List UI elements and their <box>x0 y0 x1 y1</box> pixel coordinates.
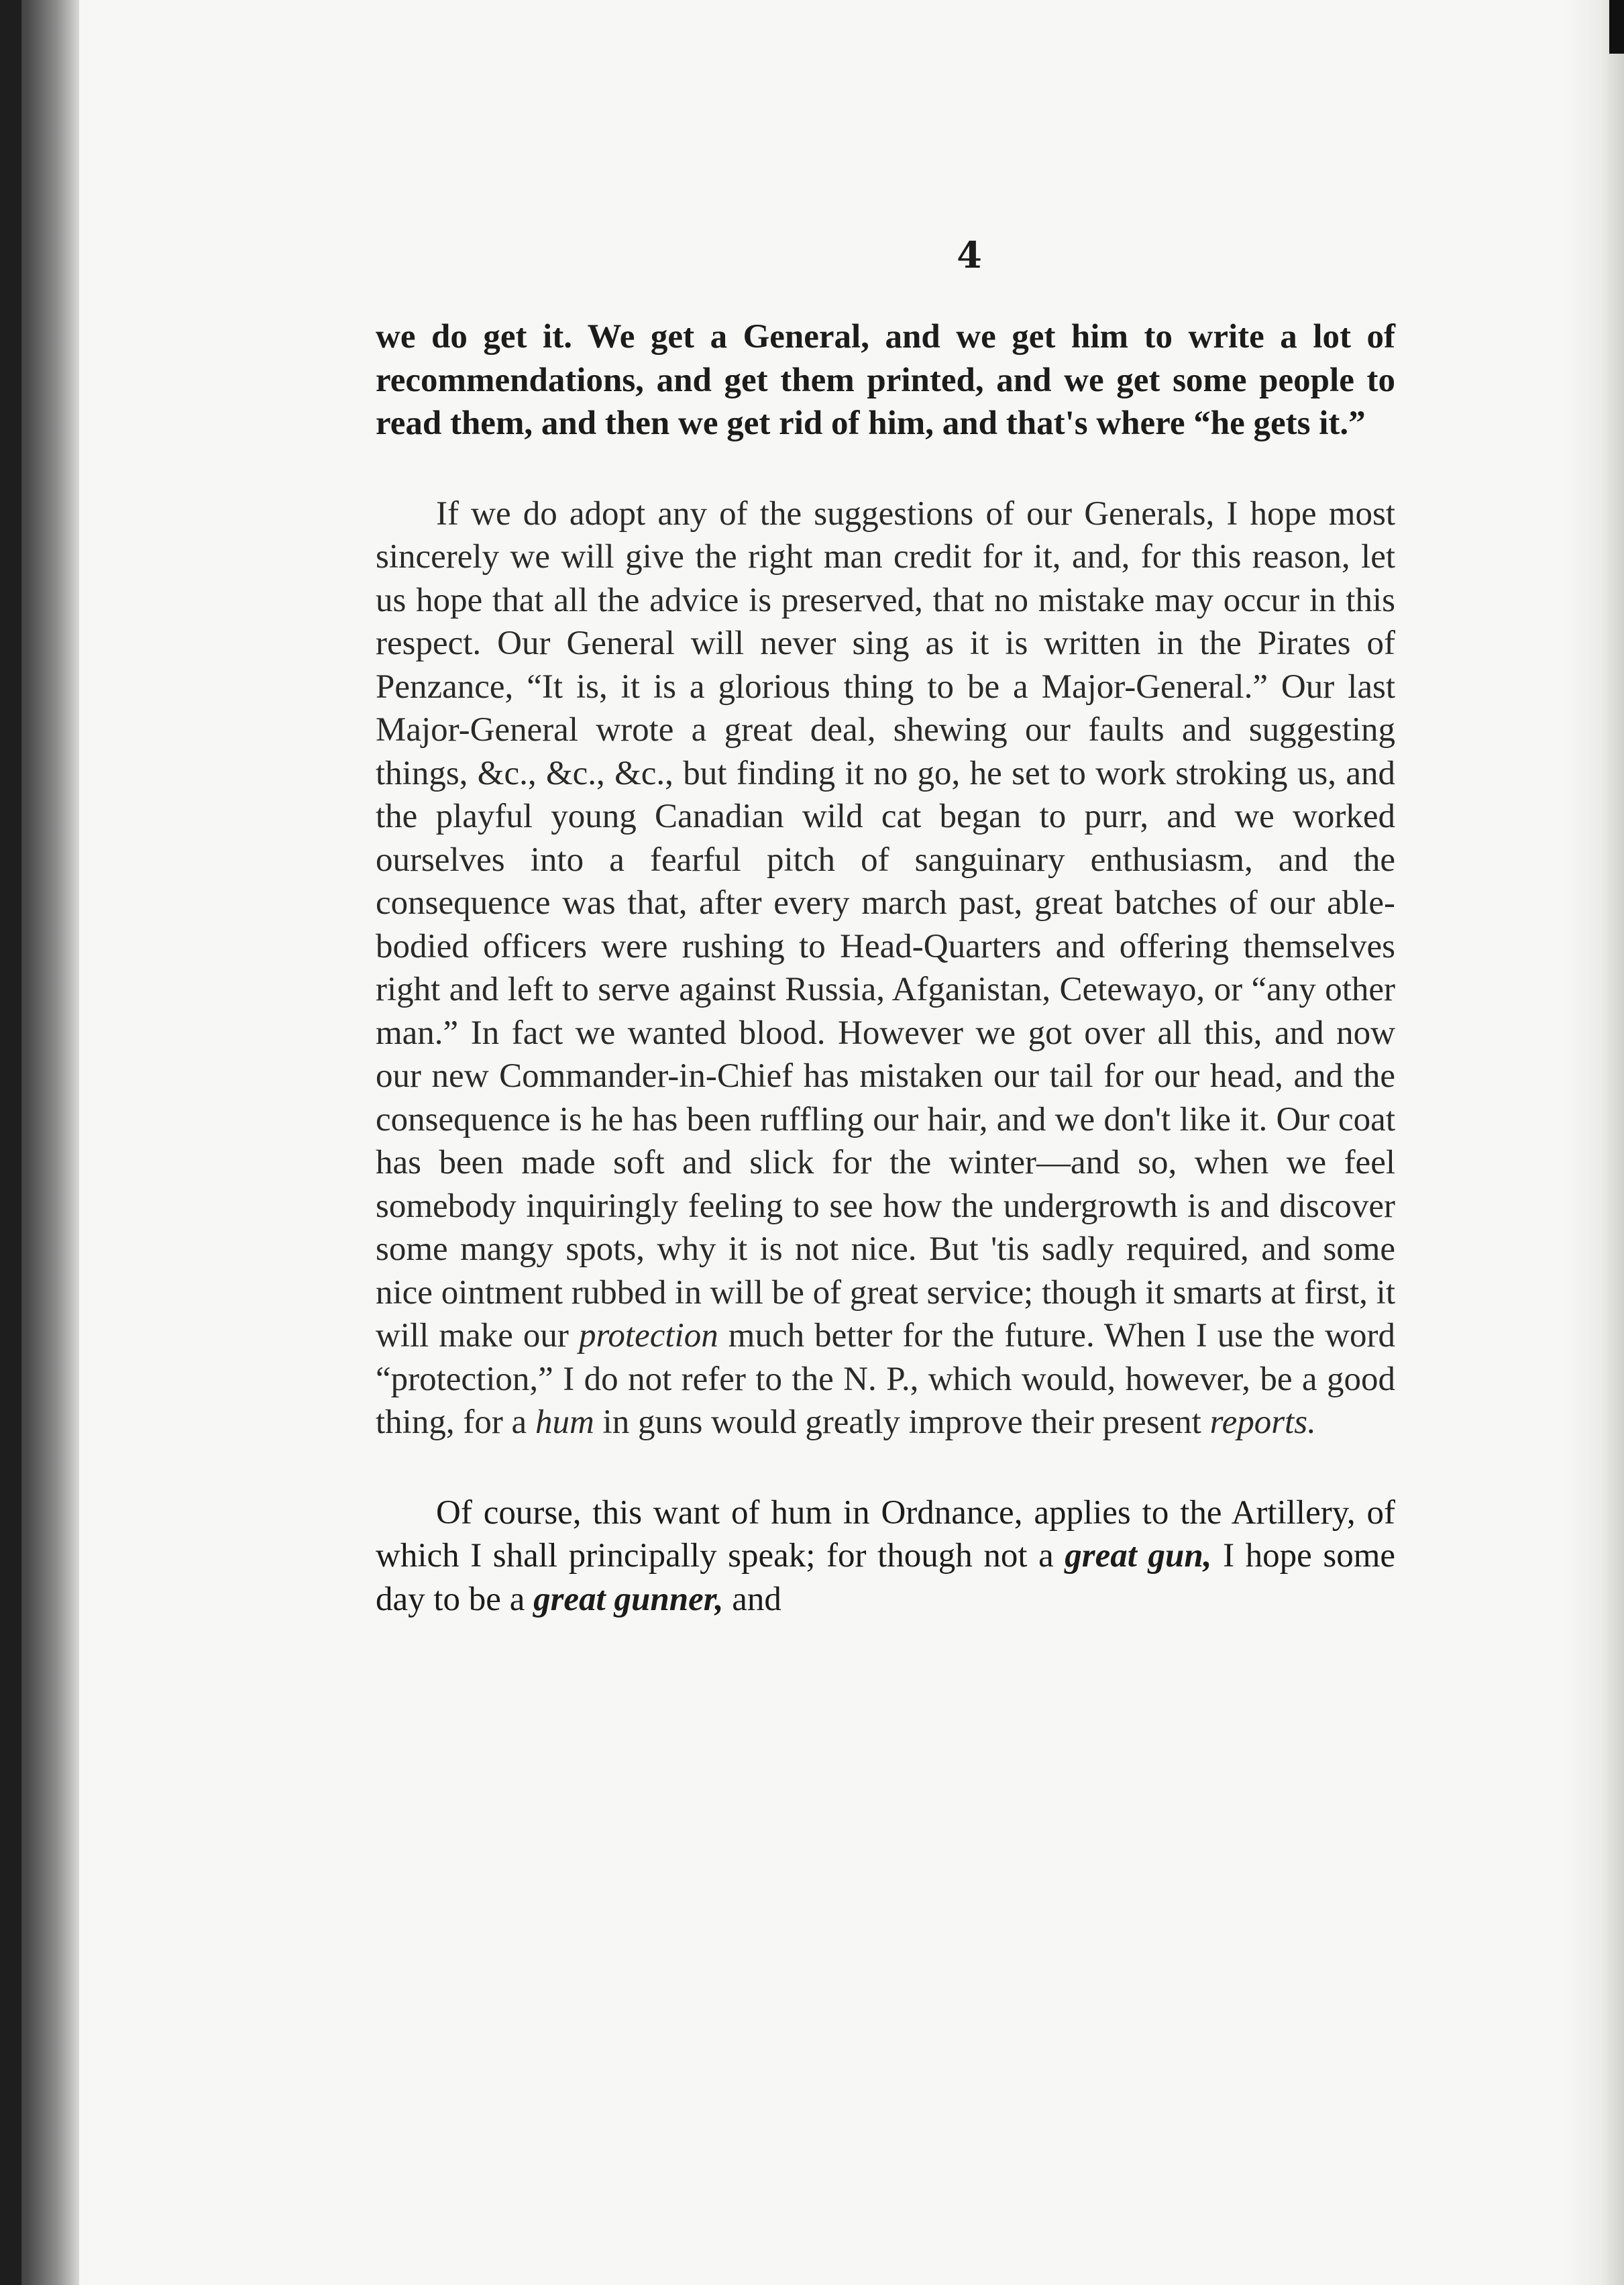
paragraph-2-segment: If we do adopt any of the suggestions of our Generals, I hope most sincerely we will give the right man credit for it, and, for this reason, let us hope that all the advice is preserved, that no mistake may occur in this respect. Our General will never sing as it is written in the Pirates of Penzance, “It is, it is a glorious thing to be a Major-General.” Our last Major-General wrote a great deal, shewing our faults and suggesting things, &c., &c., &c., but finding it no go, he set to work stroking us, and the playful young Canadian wild cat began to purr, and we worked ourselves into a fearful pitch of sanguinary enthusiasm, and the consequence was that, after every march past, great batches of our able-bodied officers were rushing to Head-Quarters and offering themselves right and left to serve against Russia, Afganistan, Cetewayo, or “any other man.” In fact we wanted blood. However we got over all this, and now our new Commander-in-Chief has mistaken our tail for our head, and the consequence is he has been ruffling our hair, and we don't like it. Our coat has been made soft and slick for the winter—and so, when we feel somebody inquiringly feeling to see how the undergrowth is and discover some mangy spots, why it is not nice. But 'tis sadly required, and some nice ointment rubbed in will be of great service; though it smarts at first, it will make our <box>376 494 1395 1354</box>
scan-corner-mark <box>1609 0 1624 54</box>
paragraph-1-text: we do get it. We get a General, and we get him to write a lot of recommendations, and get them printed, and we get some people to read them, and then we get rid of him, and that's where “he gets it.” <box>376 318 1395 442</box>
paragraph-2-italic-protection: protection <box>578 1317 718 1354</box>
scan-margin-left <box>0 0 79 2285</box>
paragraph-3 <box>376 1491 1395 1622</box>
document-page <box>376 235 1395 1668</box>
paragraph-2-segment: much better for the future. When I use the word “protection,” I do not refer to the N. P., which would, however, be a good thing, for a <box>376 1317 1396 1441</box>
paragraph-1 <box>376 315 1395 445</box>
paragraph-2-italic-reports: reports. <box>1209 1403 1316 1441</box>
paragraph-3-segment: Of course, this want of hum in Ordnance, applies to the Artillery, of which I shall principally speak; for though not a <box>376 1493 1395 1575</box>
page-number: 4 <box>957 233 982 276</box>
paragraph-2 <box>376 492 1395 1444</box>
paragraph-3-segment: I hope some day to be a <box>376 1537 1395 1618</box>
paragraph-3-italic-great-gun: great gun, <box>1065 1537 1212 1575</box>
paragraph-2-segment: in guns would greatly improve their present <box>594 1403 1210 1441</box>
scan-margin-right <box>1564 0 1624 2285</box>
paragraph-3-segment: and <box>723 1580 781 1618</box>
paragraph-2-italic-hum: hum <box>535 1403 594 1441</box>
paragraph-3-italic-great-gunner: great gunner, <box>533 1580 724 1618</box>
